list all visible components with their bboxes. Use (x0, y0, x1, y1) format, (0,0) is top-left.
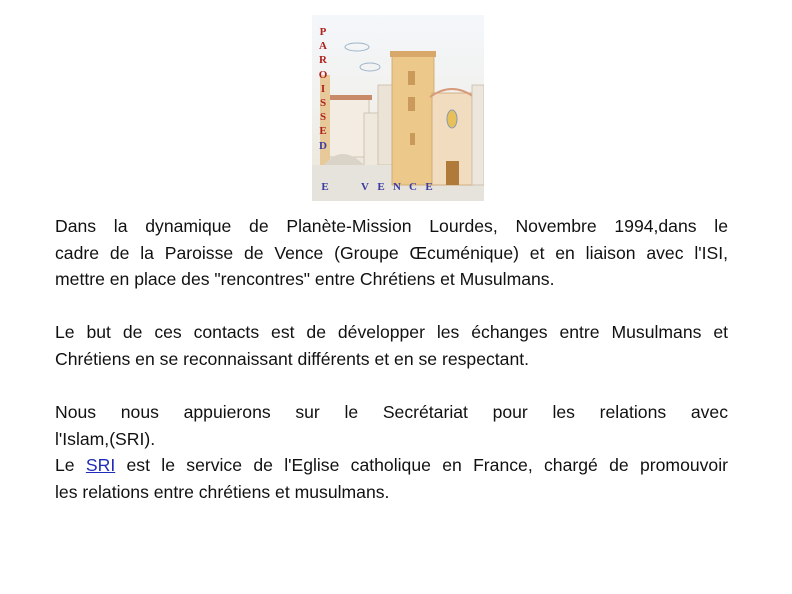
logo-letter: E (425, 181, 433, 193)
logo-letter: S (319, 111, 327, 124)
paragraph-secretariat (55, 399, 728, 452)
logo-letter: E (321, 181, 329, 193)
logo-letter: C (409, 181, 417, 193)
logo-letter: N (393, 181, 401, 193)
text-fragment: est le service de l'Eglise catholique en France, chargé de promouvoir (115, 455, 728, 476)
logo-letter: E (377, 181, 385, 193)
logo-letter: D (319, 139, 327, 152)
text-line: Le but de ces contacts est de développer les échanges entre Musulmans et (55, 322, 728, 343)
text-line: cadre de la Paroisse de Vence (Groupe Œcuménique) et en liaison avec l'ISI, (55, 242, 728, 263)
text-line: l'Islam,(SRI). (55, 428, 156, 449)
logo-letter: S (319, 97, 327, 110)
logo-letter: I (320, 82, 326, 95)
text-line: les relations entre chrétiens et musulmans. (55, 481, 390, 502)
logo-letter: A (319, 40, 327, 53)
text-fragment: Le (55, 455, 86, 476)
text-line: mettre en place des "rencontres" entre Chrétiens et Musulmans. (55, 269, 555, 290)
sri-link[interactable]: SRI (85, 455, 116, 476)
text-line: Dans la dynamique de Planète-Mission Lourdes, Novembre 1994,dans le (55, 216, 728, 236)
logo-letter: O (318, 68, 328, 81)
text-line: Nous nous appuierons sur le Secrétariat pour les relations avec (55, 402, 728, 423)
logo-letter: V (361, 181, 369, 193)
document-body (55, 213, 728, 506)
text-line: Chrétiens en se reconnaissant différents et en se respectant. (55, 348, 530, 369)
logo-letter: E (319, 125, 327, 138)
vence-watercolor-illustration (312, 15, 484, 201)
paroisse-de-vence-logo (312, 15, 484, 201)
bottom-title-letters (317, 181, 437, 193)
paragraph-sri (55, 452, 728, 505)
paragraph-rencontres (55, 213, 728, 293)
logo-letter: P (319, 26, 327, 38)
text-line (55, 452, 728, 479)
logo-letter: R (319, 54, 327, 67)
paragraph-but (55, 319, 728, 372)
vertical-title-letters (317, 25, 329, 153)
